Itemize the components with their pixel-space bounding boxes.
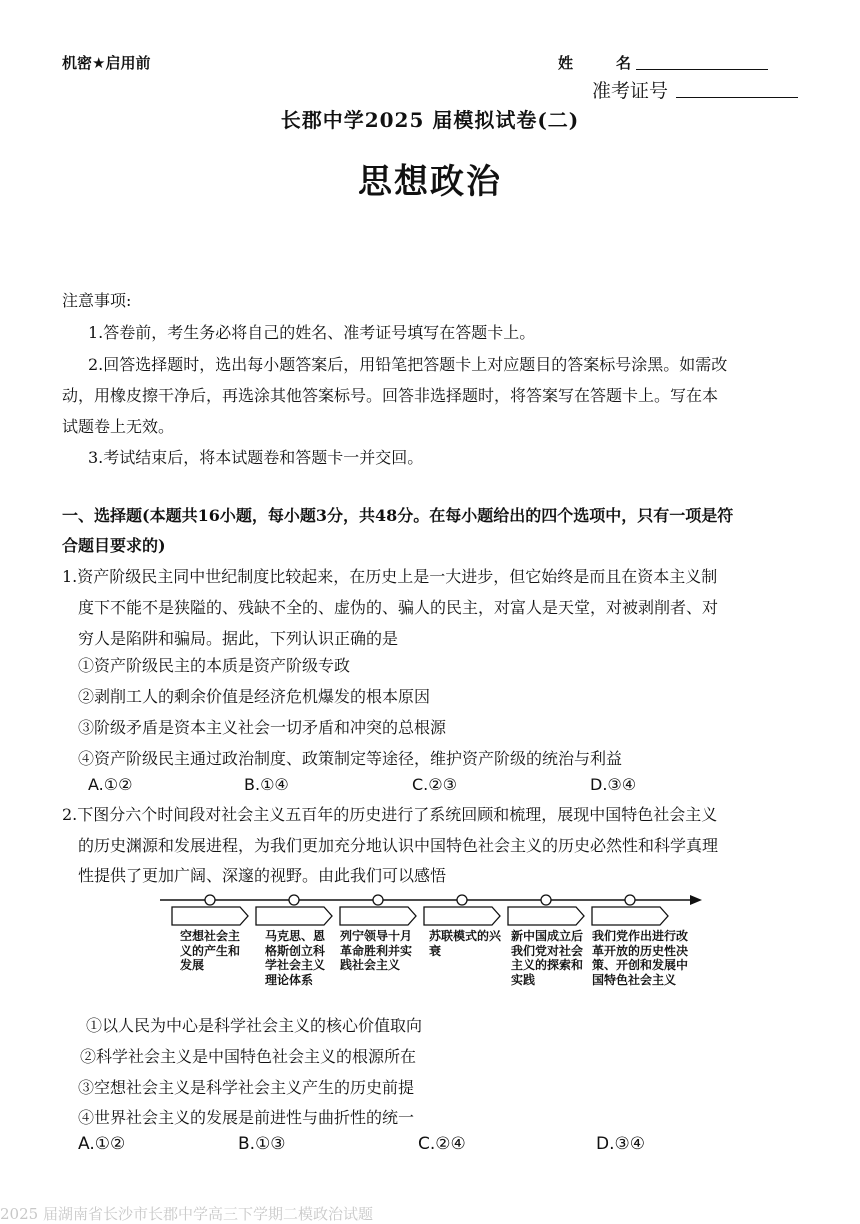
section-heading-cont: 合题目要求的): [62, 536, 166, 555]
q2-option-d: D.③④: [596, 1134, 645, 1154]
q2-stem: 2.下图分六个时间段对社会主义五百年的历史进行了系统回顾和梳理，展现中国特色社会主义: [62, 805, 718, 824]
q1-stem: 穷人是陷阱和骗局。据此，下列认识正确的是: [78, 629, 399, 648]
q1-option-c: C.②③: [412, 775, 457, 794]
timeline-label-2: 马克思、恩格斯创立科学社会主义理论体系: [265, 929, 326, 987]
note-item: 1.答卷前，考生务必将自己的姓名、准考证号填写在答题卡上。: [88, 323, 536, 342]
q1-option-a: A.①②: [88, 775, 133, 794]
q1-statement: ④资产阶级民主通过政治制度、政策制定等途径，维护资产阶级的统治与利益: [78, 749, 623, 768]
note-item: 动，用橡皮擦干净后，再选涂其他答案标号。回答非选择题时，将答案写在答题卡上。写在本: [62, 386, 719, 405]
exam-id-blank-line: [676, 97, 798, 98]
timeline-label-4: 苏联模式的兴衰: [429, 929, 502, 958]
confidential-mark: 机密★启用前: [62, 54, 151, 72]
timeline-diagram: [150, 890, 710, 934]
timeline-label-1: 空想社会主义的产生和发展: [180, 929, 241, 972]
q1-statement: ②剥削工人的剩余价值是经济危机爆发的根本原因: [78, 687, 431, 706]
q1-statement: ①资产阶级民主的本质是资产阶级专政: [78, 656, 351, 675]
paper-title: 长郡中学2025 届模拟试卷(二): [280, 108, 580, 132]
q2-option-c: C.②④: [418, 1134, 466, 1154]
q1-option-d: D.③④: [590, 775, 637, 794]
note-item: 试题卷上无效。: [62, 417, 175, 436]
q1-option-b: B.①④: [244, 775, 289, 794]
note-item: 3.考试结束后，将本试题卷和答题卡一并交回。: [88, 448, 424, 467]
name-blank-line: [636, 69, 768, 70]
q2-stem: 性提供了更加广阔、深邃的视野。由此我们可以感悟: [78, 866, 447, 885]
section-heading: 一、选择题(本题共16小题，每小题3分，共48分。在每小题给出的四个选项中，只有一项是符: [62, 506, 734, 525]
q1-stem: 度下不能不是狭隘的、残缺不全的、虚伪的、骗人的民主，对富人是天堂，对被剥削者、对: [78, 598, 719, 617]
q2-statement: ③空想社会主义是科学社会主义产生的历史前提: [78, 1078, 415, 1097]
q2-stem: 的历史渊源和发展进程，为我们更加充分地认识中国特色社会主义的历史必然性和科学真理: [78, 836, 719, 855]
q2-option-b: B.①③: [238, 1134, 286, 1154]
timeline-arrowhead: [690, 895, 702, 905]
name-label: 姓 名: [558, 54, 646, 72]
timeline-label-6: 我们党作出进行改革开放的历史性决策、开创和发展中国特色社会主义: [592, 929, 689, 987]
q2-statement: ④世界社会主义的发展是前进性与曲折性的统一: [78, 1108, 415, 1127]
timeline-label-3: 列宁领导十月革命胜利并实践社会主义: [340, 929, 413, 972]
subject-title: 思想政治: [358, 162, 502, 202]
q1-stem: 1.资产阶级民主同中世纪制度比较起来，在历史上是一大进步，但它始终是而且在资本主义制: [62, 567, 718, 586]
footer-source: 2025 届湖南省长沙市长郡中学高三下学期二模政治试题: [0, 1205, 373, 1223]
notes-heading: 注意事项:: [62, 291, 132, 310]
note-item: 2.回答选择题时，选出每小题答案后，用铅笔把答题卡上对应题目的答案标号涂黑。如需改: [88, 355, 728, 374]
q1-statement: ③阶级矛盾是资本主义社会一切矛盾和冲突的总根源: [78, 718, 447, 737]
q2-option-a: A.①②: [78, 1134, 126, 1154]
timeline-label-5: 新中国成立后我们党对社会主义的探索和实践: [511, 929, 584, 987]
exam-id-label: 准考证号: [592, 80, 669, 102]
q2-statement: ①以人民为中心是科学社会主义的核心价值取向: [86, 1016, 423, 1035]
q2-statement: ②科学社会主义是中国特色社会主义的根源所在: [80, 1047, 417, 1066]
